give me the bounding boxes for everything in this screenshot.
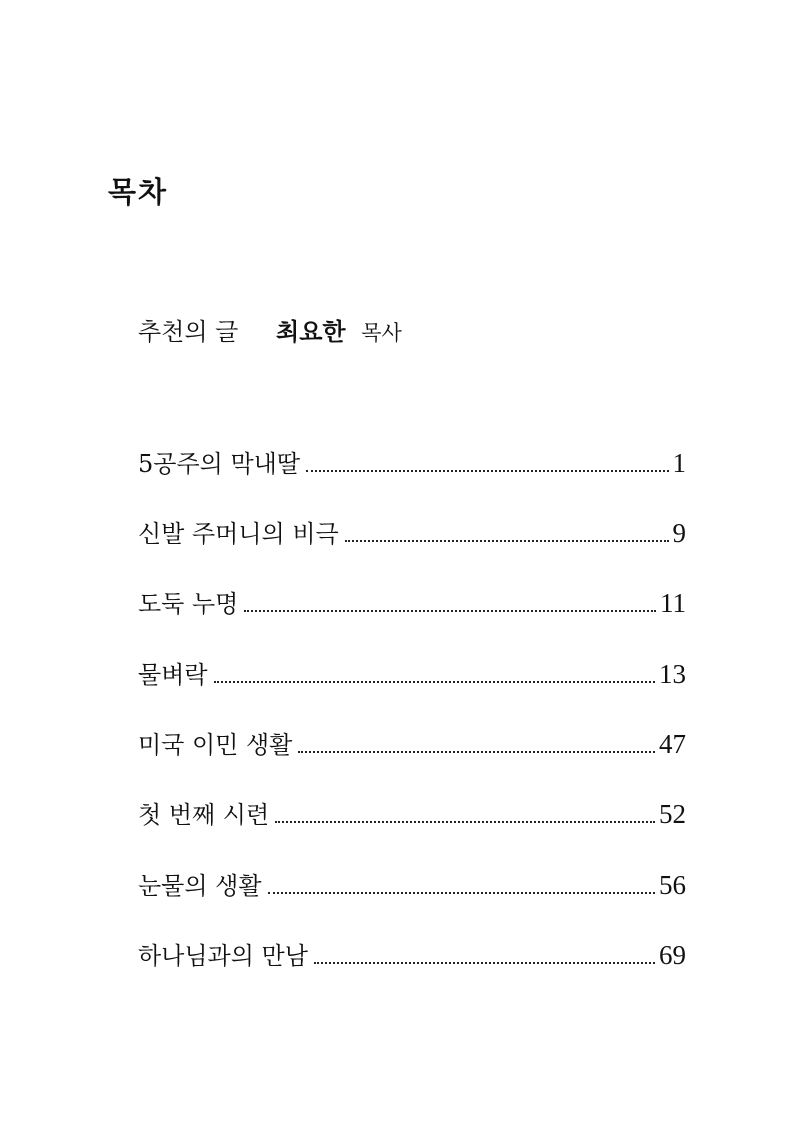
- toc-entry-title: 신발 주머니의 비극: [138, 520, 339, 548]
- dot-leader: [314, 960, 655, 964]
- toc-entry: [138, 865, 686, 905]
- toc-entry: [138, 513, 686, 553]
- dot-leader: [275, 819, 655, 823]
- toc-entry-title: 도둑 누명: [138, 590, 239, 618]
- toc-entry-page: 9: [672, 518, 686, 548]
- page-title: 목차: [108, 175, 169, 209]
- toc-entry: [138, 583, 686, 623]
- recommendation-author-name: 최요한: [276, 318, 346, 346]
- toc-entry: [138, 724, 686, 764]
- recommendation-author-role: 목사: [361, 321, 402, 345]
- toc-entry-page: 69: [659, 940, 686, 970]
- toc-entry-page: 52: [659, 799, 686, 829]
- toc-entry-page: 56: [659, 870, 686, 900]
- dot-leader: [298, 749, 655, 753]
- toc-entry-page: 1: [672, 448, 686, 478]
- toc-entry-title: 미국 이민 생활: [138, 731, 293, 759]
- dot-leader: [345, 538, 669, 542]
- dot-leader: [244, 608, 656, 612]
- toc-entry-title: 물벼락: [138, 661, 208, 689]
- toc-entry: [138, 654, 686, 694]
- toc-entry-page: 11: [660, 588, 686, 618]
- toc-entry-title: 5공주의 막내딸: [138, 450, 301, 478]
- toc-entry-title: 눈물의 생활: [138, 872, 262, 900]
- recommendation-label: 추천의 글: [138, 318, 239, 346]
- dot-leader: [268, 890, 655, 894]
- toc-entry-page: 13: [659, 659, 686, 689]
- toc-entry-title: 하나님과의 만남: [138, 942, 308, 970]
- toc-entry-page: 47: [659, 729, 686, 759]
- toc-entry-title: 첫 번째 시련: [138, 801, 270, 829]
- toc-entry: [138, 794, 686, 834]
- dot-leader: [214, 679, 655, 683]
- toc-entry: [138, 443, 686, 483]
- dot-leader: [306, 468, 668, 472]
- recommendation-line: [138, 314, 402, 351]
- toc-entry: [138, 935, 686, 975]
